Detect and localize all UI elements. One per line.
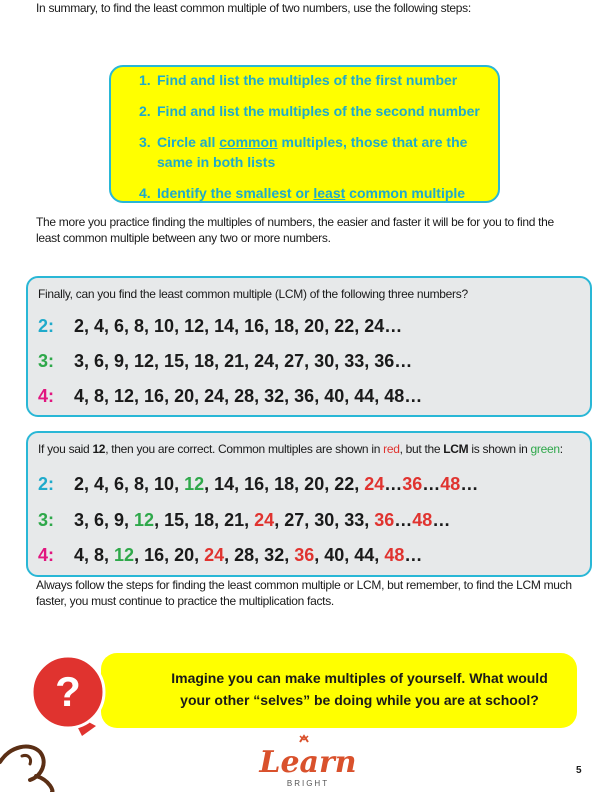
row-values [74, 474, 478, 494]
step-3: 3. Circle all common multiples, those that are the same in both lists [139, 134, 468, 170]
multiple-text: … [384, 474, 403, 494]
multiple-text: , 15, 18, 21, [154, 510, 255, 530]
page-number: 5 [576, 765, 582, 776]
multiple-text: … [404, 545, 423, 565]
green-multiple: 12 [114, 545, 135, 565]
step-2: 2. Find and list the multiples of the second number [139, 103, 480, 119]
svg-text:BRIGHT: BRIGHT [286, 779, 330, 788]
multiples-row-3 [38, 349, 412, 373]
multiple-text: 3, 6, 9, [74, 510, 135, 530]
step-4: 4. Identify the smallest or least common multiple [139, 185, 466, 201]
multiple-text: , 40, 44, [314, 545, 385, 565]
green-multiple: 12 [134, 510, 155, 530]
underlined-word: common [219, 134, 278, 150]
svg-text:?: ? [55, 668, 81, 715]
row-values [74, 545, 422, 565]
underlined-word: least [313, 185, 346, 201]
row-values: 4, 8, 12, 16, 20, 24, 28, 32, 36, 40, 44, 48… [74, 386, 423, 406]
answer-row-2 [38, 472, 478, 496]
closing-paragraph: Always follow the steps for finding the least common multiple or LCM, but remember, to find the LCM much faster, you must continue to practice the multiplication facts. [36, 578, 572, 608]
intro-paragraph: In summary, to find the least common multiple of two numbers, use the following steps: [36, 1, 471, 15]
multiple-text: … [432, 510, 451, 530]
answer-row-4 [38, 543, 422, 567]
multiple-text: , 27, 30, 33, [274, 510, 375, 530]
multiple-text: … [394, 510, 413, 530]
callout-text: Imagine you can make multiples of yourself. What would your other “selves” be doing while you are at school? [171, 670, 548, 708]
row-label: 2: [38, 316, 55, 336]
green-word: green [530, 442, 560, 456]
red-multiple: 36 [402, 474, 423, 494]
row-label: 2: [38, 474, 55, 494]
multiple-text: , 16, 20, [134, 545, 205, 565]
row-label: 3: [38, 351, 55, 371]
row-values: 2, 4, 6, 8, 10, 12, 14, 16, 18, 20, 22, 24… [74, 316, 403, 336]
question-mark-icon [0, 650, 160, 792]
green-multiple: 12 [184, 474, 205, 494]
row-label: 3: [38, 510, 55, 530]
multiple-text: 4, 8, [74, 545, 115, 565]
row-values: 3, 6, 9, 12, 15, 18, 21, 24, 27, 30, 33, 36… [74, 351, 413, 371]
row-label: 4: [38, 386, 55, 406]
red-multiple: 48 [384, 545, 405, 565]
multiple-text: … [460, 474, 479, 494]
row-label: 4: [38, 545, 55, 565]
imagine-callout [101, 653, 577, 728]
red-multiple: 24 [254, 510, 275, 530]
lcm-answer-panel [26, 431, 592, 577]
multiples-row-2 [38, 314, 402, 338]
lcm-question-panel [26, 276, 592, 417]
row-values [74, 510, 450, 530]
steps-box [109, 65, 500, 203]
red-word: red [383, 442, 400, 456]
answer-row-3 [38, 508, 450, 532]
practice-paragraph: The more you practice finding the multiples of numbers, the easier and faster it will be for you to find the least common multiple between any two or more numbers. [36, 215, 554, 245]
red-multiple: 48 [412, 510, 433, 530]
red-multiple: 48 [440, 474, 461, 494]
answer-intro: If you said 12, then you are correct. Common multiples are shown in red, but the LCM is shown in green: [38, 442, 563, 456]
step-1: 1. Find and list the multiples of the first number [139, 72, 458, 88]
multiple-text: … [422, 474, 441, 494]
multiple-text: , 28, 32, [224, 545, 295, 565]
red-multiple: 36 [374, 510, 395, 530]
lcm-word: LCM [443, 442, 469, 456]
red-multiple: 36 [294, 545, 315, 565]
answer-value: 12 [92, 442, 106, 456]
red-multiple: 24 [204, 545, 225, 565]
svg-text:Learn: Learn [259, 745, 357, 780]
red-multiple: 24 [364, 474, 385, 494]
panel-question: Finally, can you find the least common multiple (LCM) of the following three numbers? [38, 287, 468, 301]
multiples-row-4 [38, 384, 422, 408]
multiple-text: 2, 4, 6, 8, 10, [74, 474, 185, 494]
multiple-text: , 14, 16, 18, 20, 22, [204, 474, 365, 494]
learn-bright-logo [246, 734, 370, 790]
